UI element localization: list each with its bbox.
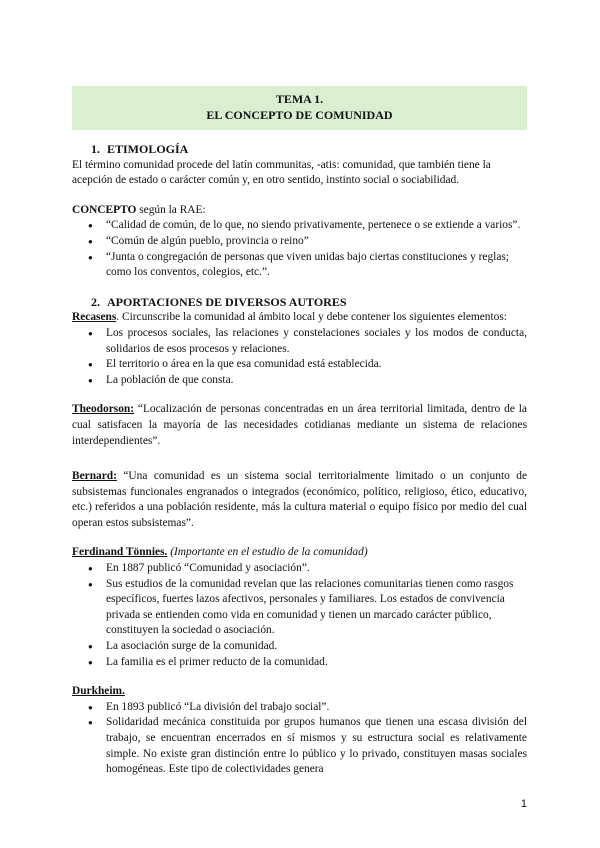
section-1-number: 1. (91, 142, 100, 156)
list-item: ● “Común de algún pueblo, provincia o reino” (72, 234, 527, 250)
durkheim-list (72, 700, 527, 778)
list-item: ● La familia es el primer reducto de la comunidad. (72, 655, 527, 671)
tonnies-list (72, 561, 527, 670)
recasens-paragraph (72, 310, 527, 326)
list-item: ● Sus estudios de la comunidad revelan que las relaciones comunitarias tienen como rasgos específicos, fuertes lazos afectivos, personales y familiares. Los estados de convivencia privada se entienden como vida en comunidad y tienen un marcado carácter público, constituyen la sociedad o asociación. (72, 577, 527, 639)
theodorson-paragraph (72, 402, 527, 449)
list-item: ● “Junta o congregación de personas que viven unidas bajo ciertas constituciones y reglas; como los conventos, colegios, etc.”. (72, 250, 527, 281)
title-line-2: EL CONCEPTO DE COMUNIDAD (206, 108, 393, 122)
recasens-list (72, 326, 527, 388)
list-item: ● Los procesos sociales, las relaciones y constelaciones sociales y los modos de conducta, solidarios de esos procesos y relaciones. (72, 326, 527, 357)
section-1-heading (72, 142, 527, 158)
section-1-title: ETIMOLOGÍA (107, 142, 189, 156)
author-durkheim: Durkheim. (72, 685, 125, 698)
theodorson-text: “Localización de personas concentradas en un área territorial limitada, dentro de la cual satisfacen la mayoría de las necesidades cotidianas mediante un sistema de relaciones interdependientes”. (72, 403, 527, 447)
section-2-title: APORTACIONES DE DIVERSOS AUTORES (107, 294, 347, 309)
list-item: ● Solidaridad mecánica constituida por grupos humanos que tienen una escasa división del trabajo, se encuentran encerrados en sí mismos y su estructura social es relativamente simple. No existe gran distinción entre lo público y lo privado, constituyen masas sociales homogéneas. Este tipo de colectividades genera (72, 715, 527, 777)
recasens-text: . Circunscribe la comunidad al ámbito local y debe contener los siguientes elementos: (116, 311, 507, 324)
title-line-1: TEMA 1. (275, 92, 324, 106)
author-theodorson: Theodorson: (72, 403, 135, 416)
tonnies-heading (72, 545, 527, 561)
list-item: ● “Calidad de común, de lo que, no siendo privativamente, pertenece o se extiende a varios”. (72, 218, 527, 234)
list-item: ● El territorio o área en la que esa comunidad está establecida. (72, 357, 527, 373)
section-2-heading (72, 295, 527, 311)
author-recasens: Recasens (72, 311, 117, 324)
author-bernard: Bernard: (72, 470, 117, 483)
concepto-label: CONCEPTO (72, 203, 137, 216)
author-tonnies: Ferdinand Tönnies. (72, 546, 168, 559)
concepto-source: según la RAE: (136, 203, 206, 216)
list-item: ● La población de que consta. (72, 373, 527, 389)
section-2-number: 2. (91, 294, 100, 309)
bernard-paragraph (72, 469, 527, 531)
concepto-heading (72, 203, 527, 219)
list-item: ● La asociación surge de la comunidad. (72, 639, 527, 655)
etymology-paragraph: El término comunidad procede del latín communitas, -atis: comunidad, que también tiene la acepción de estado o carácter común y, en otro sentido, instinto social o sociabilidad. (72, 158, 491, 187)
document-page (72, 86, 527, 778)
durkheim-heading (72, 684, 527, 700)
tonnies-note: (Importante en el estudio de la comunidad) (167, 546, 368, 559)
concepto-list (72, 218, 527, 280)
page-number: 1 (520, 798, 527, 810)
list-item: ● En 1887 publicó “Comunidad y asociación”. (72, 561, 527, 577)
bernard-text: “Una comunidad es un sistema social territorialmente limitado o un conjunto de subsistemas funcionales engranados o integrados (económico, político, religioso, ético, educativo, etc.) referidos a una población residente, más la cultura material o equipo físico por medio del cual operan estos subsistemas”. (72, 470, 527, 529)
list-item: ● En 1893 publicó “La división del trabajo social”. (72, 700, 527, 716)
title-box (72, 86, 527, 130)
